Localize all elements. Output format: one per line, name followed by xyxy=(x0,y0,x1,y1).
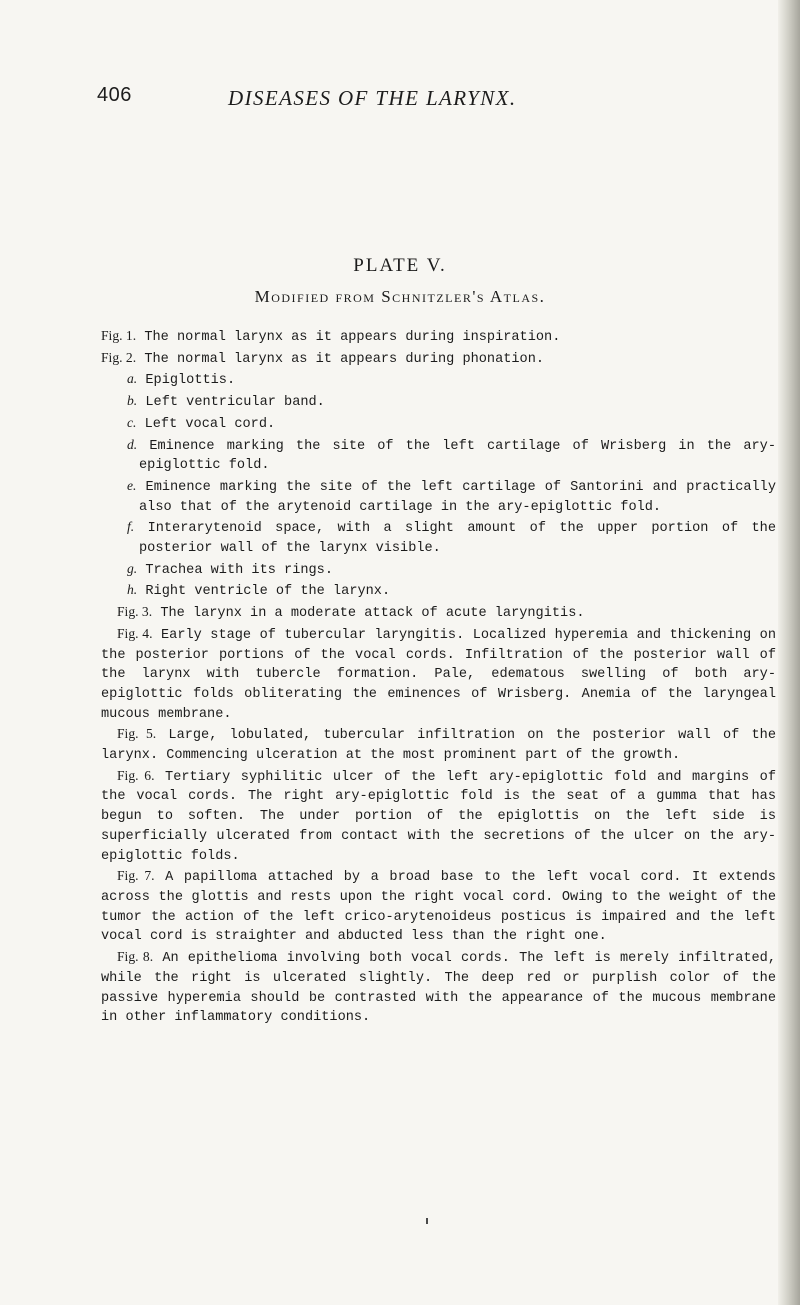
entry-label: h. xyxy=(127,582,138,598)
entry-text: Large, lobulated, tubercular infiltration on the posterior wall of the larynx. Commencing ulceration at the most prominent part of the growth. xyxy=(101,728,776,764)
legend-entry-g xyxy=(127,559,776,581)
entry-text: Trachea with its rings. xyxy=(145,562,333,578)
entry-label: Fig. 4. xyxy=(117,625,153,641)
entry-text: Left vocal cord. xyxy=(144,416,276,432)
entry-label: Fig. 2. xyxy=(101,349,137,365)
page-edge-shadow xyxy=(778,0,800,1305)
entry-text: Tertiary syphilitic ulcer of the left ary-epiglottic fold and margins of the vocal cords. The right ary-epiglottic fold is the seat of a gumma that has begun to soften. The under portion of the epiglottis on the left side is superficially ulcerated from contact with the secretions of the ulcer on the ary-epiglottic folds. xyxy=(101,769,776,864)
plate-subtitle: Modified from Schnitzler's Atlas. xyxy=(254,287,546,306)
entry-label: e. xyxy=(127,477,137,493)
entry-text: Epiglottis. xyxy=(145,373,236,389)
entry-text: The normal larynx as it appears during inspiration. xyxy=(144,330,561,345)
entry-text: Eminence marking the site of the left cartilage of Wrisberg in the ary-epiglottic fold. xyxy=(139,438,776,474)
entry-label: f. xyxy=(127,519,135,535)
page-number: 406 xyxy=(97,84,132,106)
plate-title: PLATE V. xyxy=(353,255,447,276)
entry-label: g. xyxy=(127,560,138,576)
stray-ink-mark xyxy=(426,1218,428,1224)
entry-label: Fig. 1. xyxy=(101,328,137,343)
entry-label: b. xyxy=(127,393,138,409)
legend-entry-c xyxy=(127,413,776,435)
entry-label: d. xyxy=(127,436,138,452)
entry-text: Eminence marking the site of the left cartilage of Santorini and practically also that of the arytenoid cartilage in the ary-epiglottic fold. xyxy=(139,479,776,515)
entry-label: Fig. 5. xyxy=(117,726,157,742)
entry-label: a. xyxy=(127,371,138,387)
legend-entry-f xyxy=(127,517,776,558)
legend-entry-fig-6 xyxy=(101,766,776,867)
legend-entry-d xyxy=(127,435,776,476)
running-head: DISEASES OF THE LARYNX. xyxy=(228,86,517,110)
entry-label: Fig. 6. xyxy=(117,767,155,783)
legend-entry-a xyxy=(127,369,776,391)
legend-entry-fig-7 xyxy=(101,866,776,947)
entry-text: A papilloma attached by a broad base to the left vocal cord. It extends across the glottis and rests upon the right vocal cord. Owing to the weight of the tumor the action of the left crico-arytenoideus posticus is impaired and the left vocal cord is straighter and abducted less than the right one. xyxy=(101,870,776,945)
plate-legend xyxy=(101,326,776,1028)
entry-label: Fig. 7. xyxy=(117,868,155,884)
legend-entry-b xyxy=(127,391,776,413)
legend-entry-fig-1 xyxy=(101,326,776,348)
entry-text: Interarytenoid space, with a slight amount of the upper portion of the posterior wall of the larynx visible. xyxy=(139,521,777,557)
entry-text: Left ventricular band. xyxy=(145,395,325,411)
page-header xyxy=(0,84,800,114)
legend-entry-fig-3 xyxy=(101,602,776,624)
entry-label: Fig. 8. xyxy=(117,949,154,965)
entry-text: Early stage of tubercular laryngitis. Localized hyperemia and thickening on the posterior portions of the vocal cords. Infiltration of the posterior wall of the larynx with tubercle formation. Pale, edematous swelling of both ary-epiglottic folds obliterating the eminences of Wrisberg. Anemia of the laryngeal mucous membrane. xyxy=(101,627,776,722)
entry-text: The normal larynx as it appears during phonation. xyxy=(144,351,545,367)
entry-text: The larynx in a moderate attack of acute laryngitis. xyxy=(160,606,585,622)
entry-text: An epithelioma involving both vocal cords. The left is merely infiltrated, while the right is ulcerated slightly. The deep red or purplish color of the passive hyperemia should be contrasted with the appearance of the mucous membrane in other inflammatory conditions. xyxy=(101,951,776,1026)
legend-entry-fig-4 xyxy=(101,624,776,725)
entry-label: c. xyxy=(127,414,137,430)
entry-text: Right ventricle of the larynx. xyxy=(145,584,391,600)
legend-entry-fig-2 xyxy=(101,348,776,370)
entry-label: Fig. 3. xyxy=(117,604,153,620)
legend-entry-fig-8 xyxy=(101,947,776,1028)
legend-entry-h xyxy=(127,580,776,602)
legend-entry-e xyxy=(127,476,776,517)
legend-entry-fig-5 xyxy=(101,724,776,765)
